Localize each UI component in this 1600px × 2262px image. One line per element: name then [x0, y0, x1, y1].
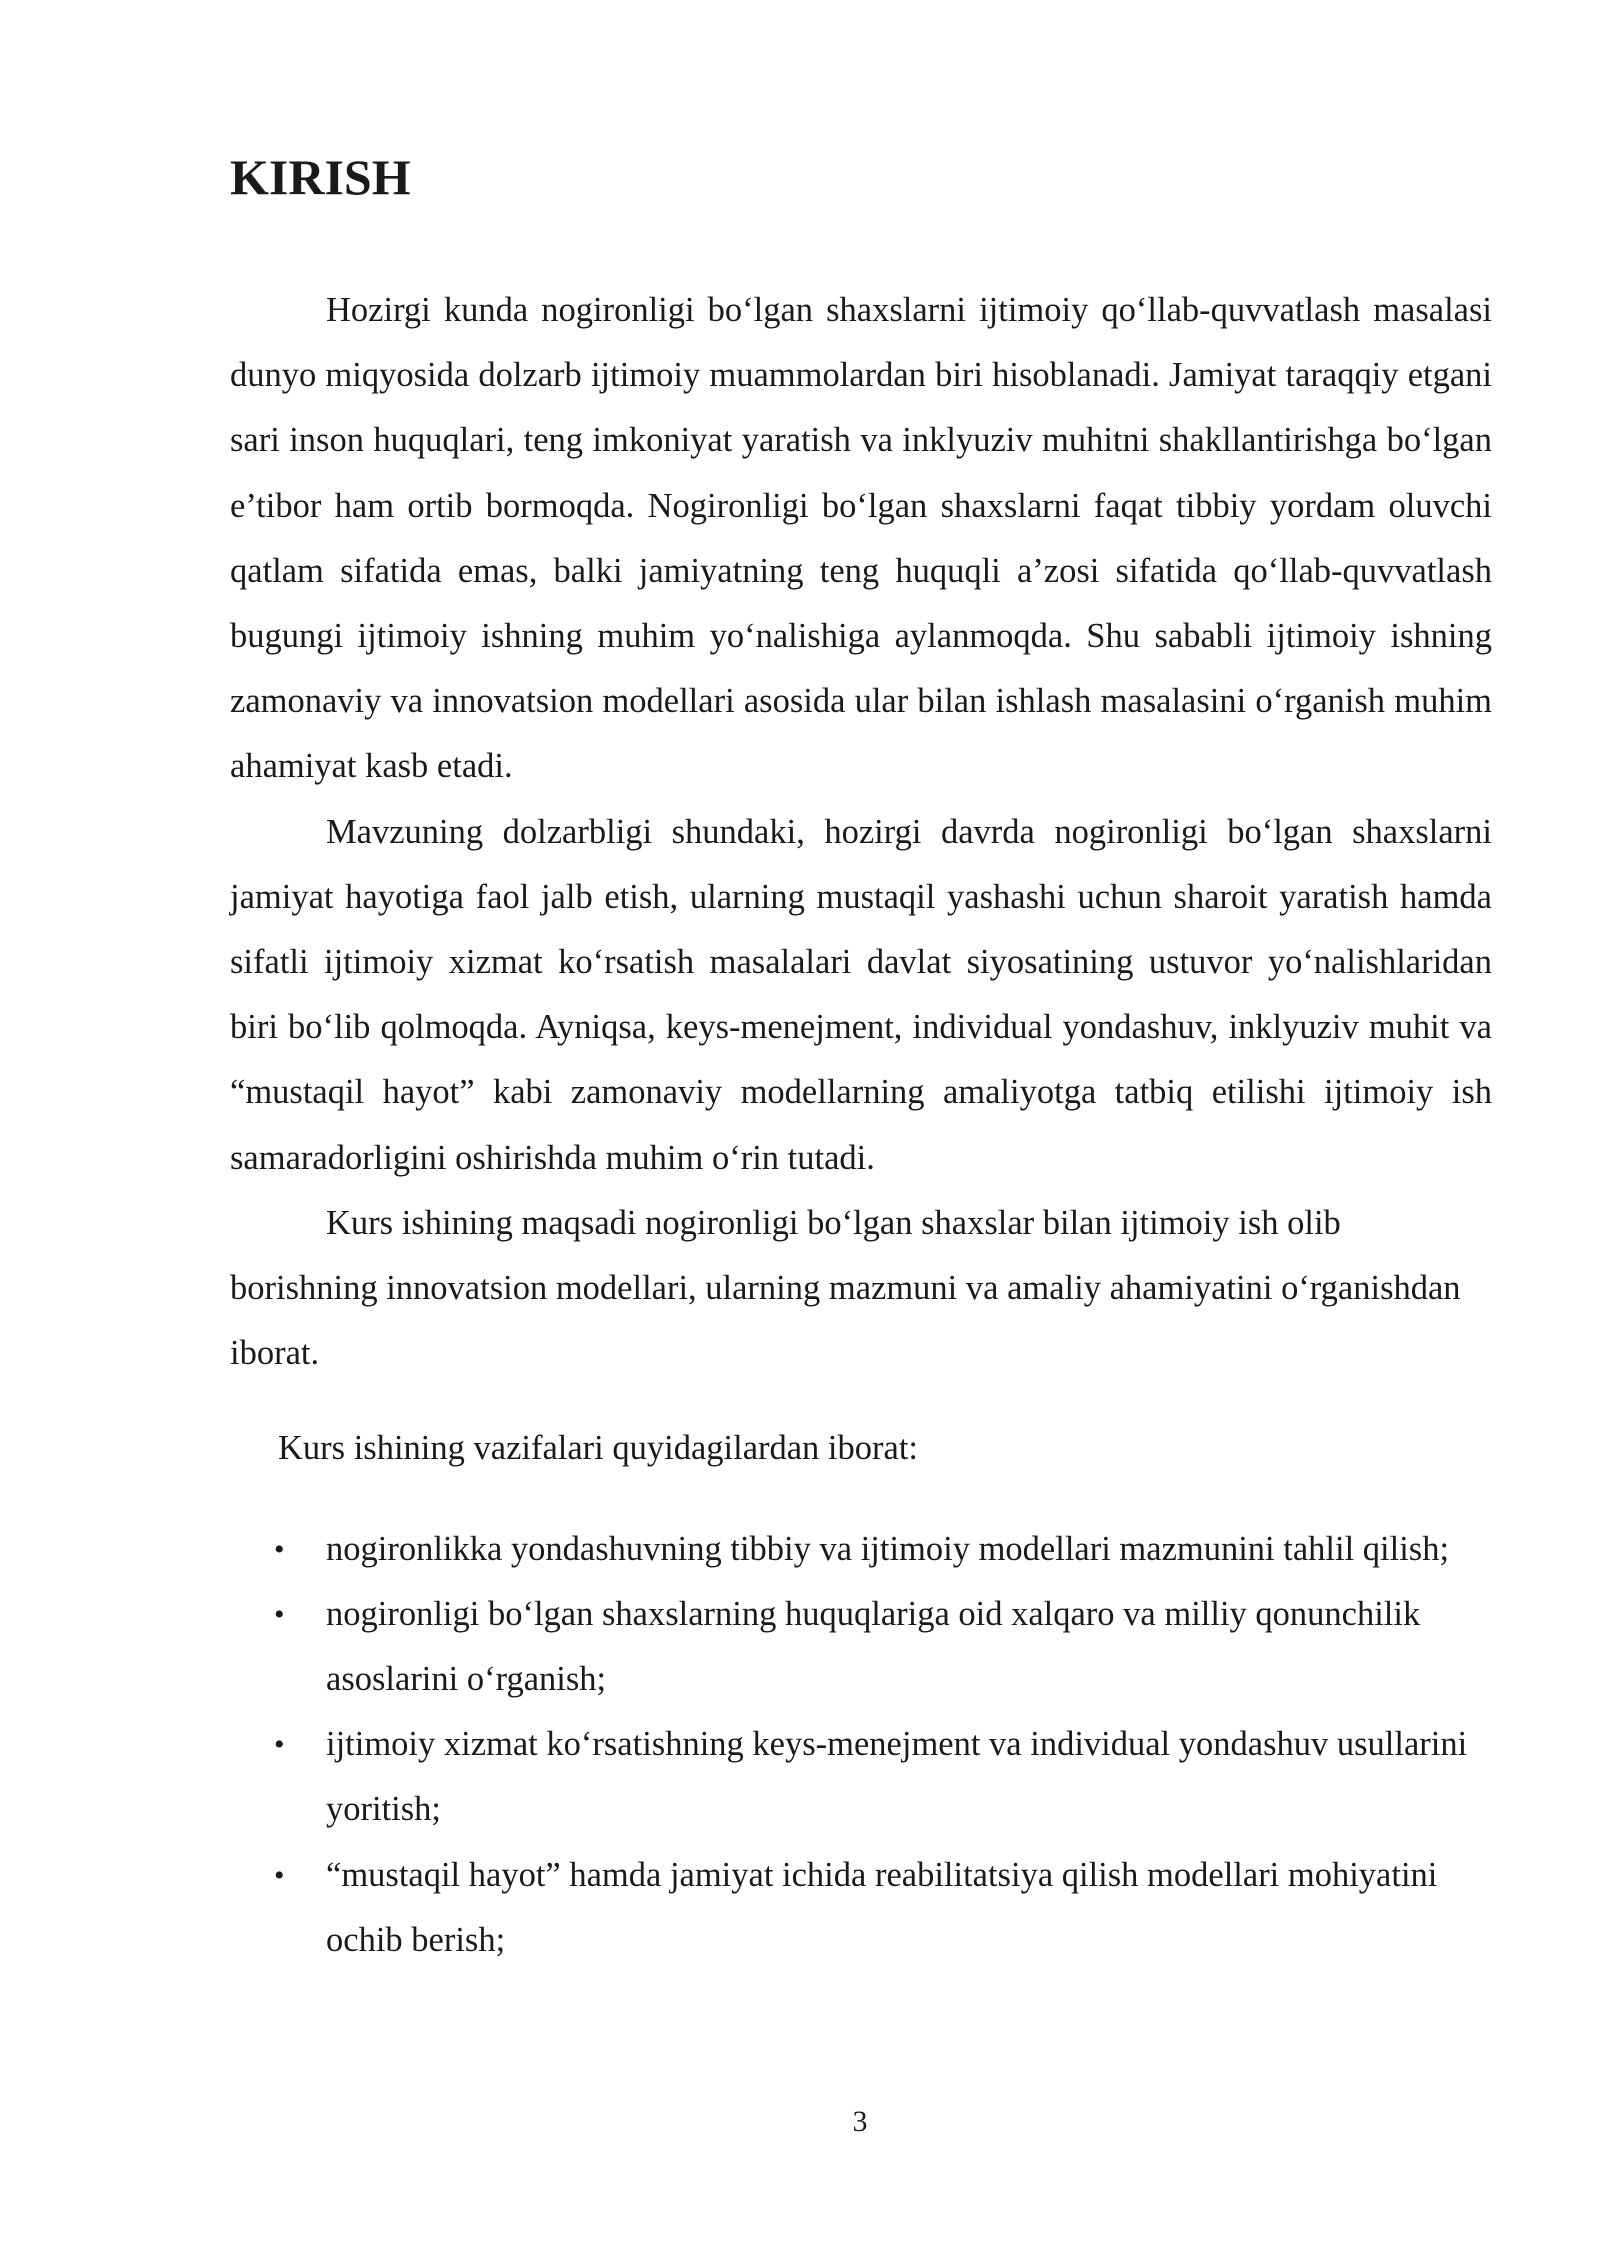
list-item: [230, 1712, 1492, 1842]
task-list: [230, 1517, 1492, 1973]
bullet-icon: •: [274, 1728, 285, 1762]
list-item-text: “mustaqil hayot” hamda jamiyat ichida reabilitatsiya qilish modellari mohiyatini ochib berish;: [326, 1855, 1438, 1959]
paragraph-goal: Kurs ishining maqsadi nogironligi bo‘lgan shaxslar bilan ijtimoiy ish olib borishning innovatsion modellari, ularning mazmuni va amaliy ahamiyatini o‘rganishdan iborat.: [230, 1203, 1461, 1373]
tasks-intro: Kurs ishining vazifalari quyidagilardan iborat:: [278, 1429, 918, 1468]
list-item: [230, 1517, 1492, 1582]
list-item: [230, 1582, 1492, 1712]
list-item-text: ijtimoiy xizmat ko‘rsatishning keys-menejment va individual yondashuv usullarini yoritish;: [326, 1725, 1468, 1829]
bullet-icon: •: [274, 1597, 285, 1631]
list-item: [230, 1843, 1492, 1973]
bullet-icon: •: [274, 1532, 285, 1566]
body-text: [230, 278, 1492, 1973]
bullet-icon: •: [274, 1858, 285, 1892]
page-number: 3: [852, 2105, 868, 2138]
list-item-text: nogironligi bo‘lgan shaxslarning huquqlariga oid xalqaro va milliy qonunchilik asoslarini o‘rganish;: [326, 1594, 1421, 1699]
list-item-text: nogironlikka yondashuvning tibbiy va ijtimoiy modellari mazmunini tahlil qilish;: [326, 1529, 1450, 1568]
paragraph-intro: Hozirgi kunda nogironligi bo‘lgan shaxslarni ijtimoiy qo‘llab-quvvatlash masalasi dunyo miqyosida dolzarb ijtimoiy muammolardan biri hisoblanadi. Jamiyat taraqqiy etgani sari inson huquqlari, teng imkoniyat yaratish va inklyuziv muhitni shakllantirishga bo‘lgan e’tibor ham ortib bormoqda. Nogironligi bo‘lgan shaxslarni faqat tibbiy yordam oluvchi qatlam sifatida emas, balki jamiyatning teng huquqli a’zosi sifatida qo‘llab-quvvatlash bugungi ijtimoiy ishning muhim yo‘nalishiga aylanmoqda. Shu sababli ijtimoiy ishning zamonaviy va innovatsion modellari asosida ular bilan ishlash masalasini o‘rganish muhim ahamiyat kasb etadi.: [230, 291, 1492, 786]
paragraph-relevance: Mavzuning dolzarbligi shundaki, hozirgi davrda nogironligi bo‘lgan shaxslarni jamiyat hayotiga faol jalb etish, ularning mustaqil yashashi uchun sharoit yaratish hamda sifatli ijtimoiy xizmat ko‘rsatish masalalari davlat siyosatining ustuvor yo‘nalishlaridan biri bo‘lib qolmoqda. Ayniqsa, keys-menejment, individual yondashuv, inklyuziv muhit va “mustaqil hayot” kabi zamonaviy modellarning amaliyotga tatbiq etilishi ijtimoiy ish samaradorligini oshirishda muhim o‘rin tutadi.: [230, 812, 1492, 1177]
section-heading: KIRISH: [230, 149, 411, 205]
